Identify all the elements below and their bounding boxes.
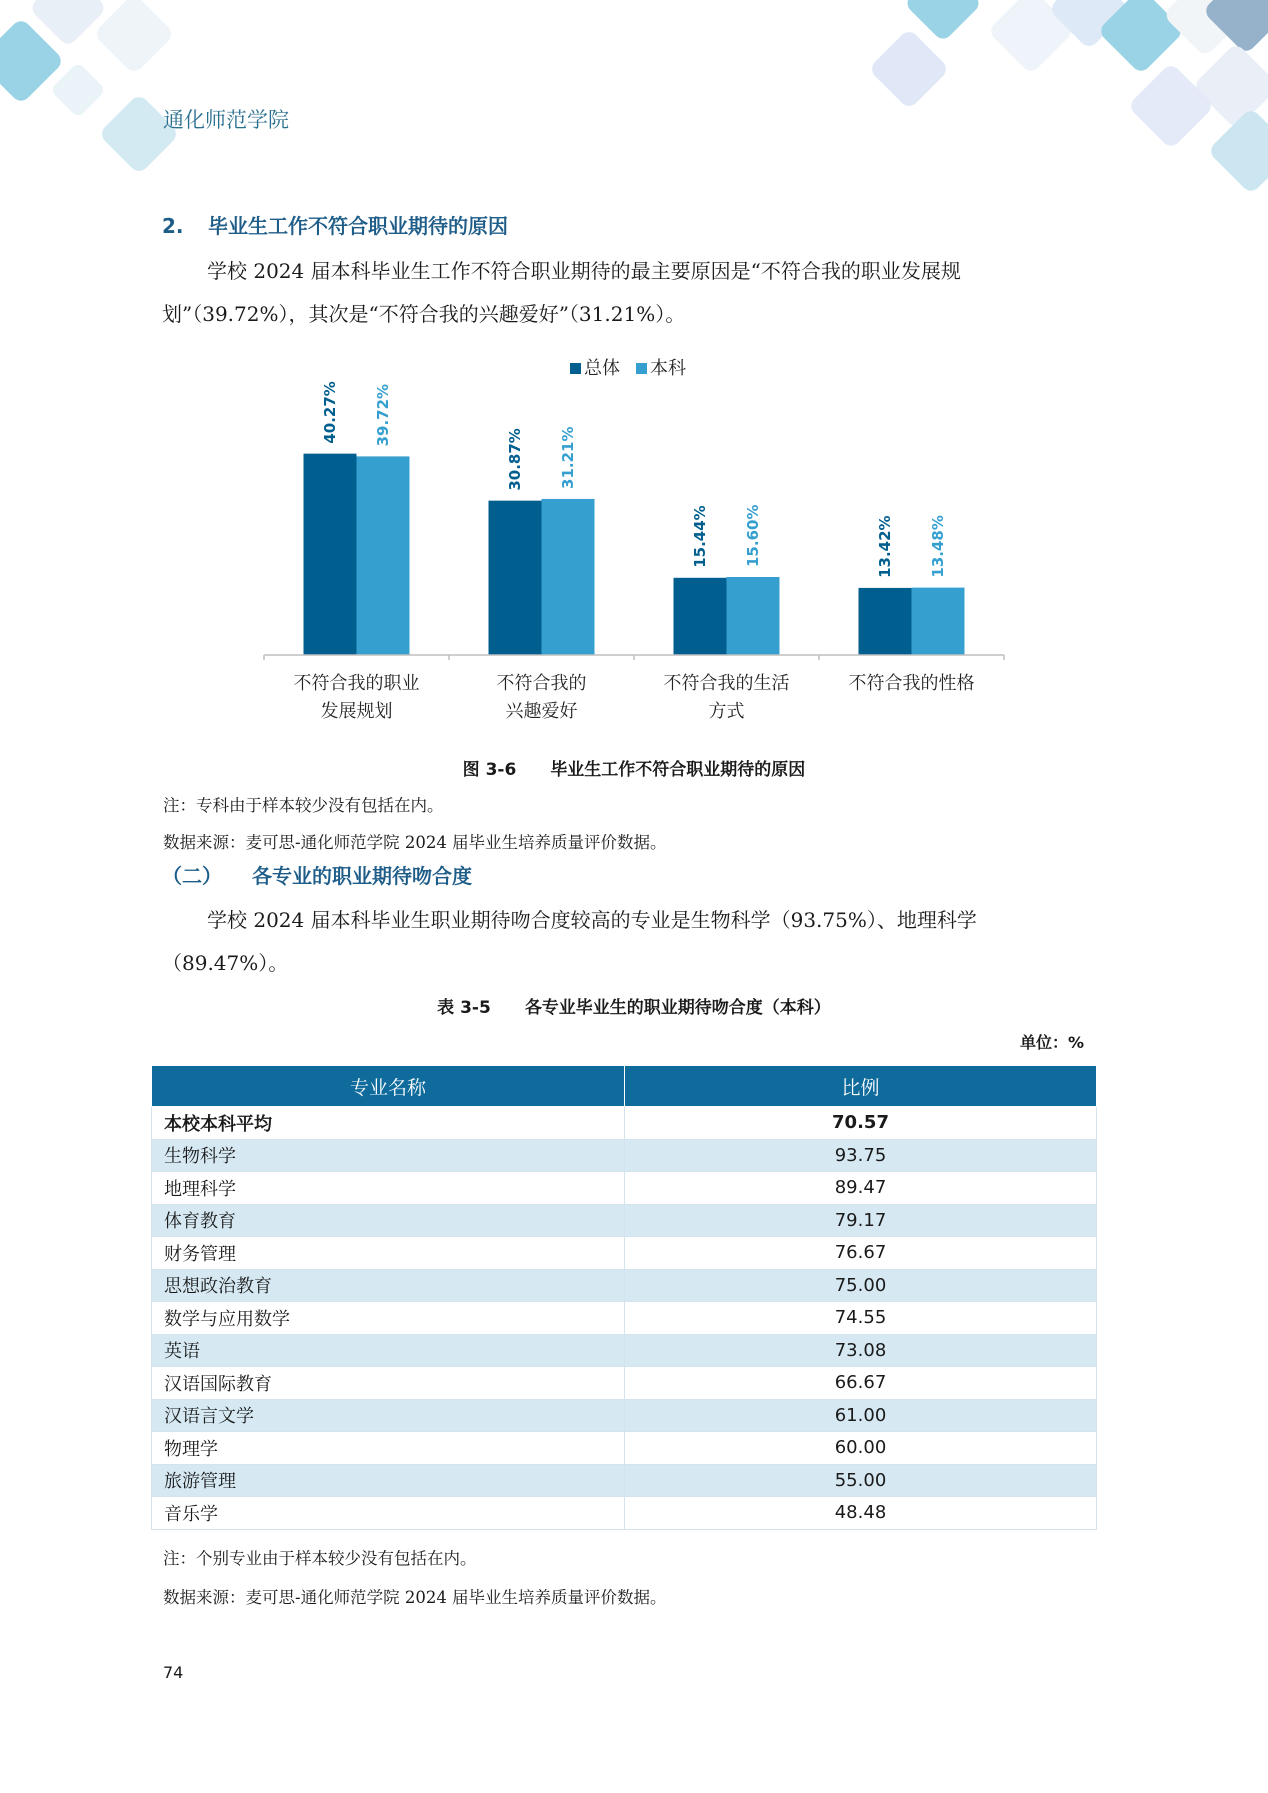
legend-swatch-undergrad <box>636 363 647 374</box>
bar-overall <box>304 454 357 655</box>
header-ratio: 比例 <box>625 1066 1097 1107</box>
major-name: 财务管理 <box>152 1237 625 1270</box>
legend-swatch-overall <box>570 363 581 374</box>
data-label-overall: 30.87% <box>506 428 524 491</box>
bar-overall <box>859 588 912 655</box>
category-label: 不符合我的职业 <box>293 673 420 694</box>
data-label-undergrad: 15.60% <box>744 504 762 567</box>
major-name: 汉语言文学 <box>152 1399 625 1432</box>
section-title: 毕业生工作不符合职业期待的原因 <box>208 214 508 238</box>
major-name: 数学与应用数学 <box>152 1302 625 1335</box>
table-row <box>152 1204 1097 1237</box>
bar-undergrad <box>727 577 780 655</box>
school-name: 通化师范学院 <box>163 108 289 132</box>
major-name: 体育教育 <box>152 1204 625 1237</box>
major-name: 生物科学 <box>152 1139 625 1172</box>
data-label-overall: 13.42% <box>876 515 894 578</box>
major-ratio: 60.00 <box>625 1432 1097 1465</box>
subsection-paragraph: 学校 2024 届本科毕业生职业期待吻合度较高的专业是生物科学（93.75%）、地理科学（89.47%）。 <box>162 908 977 975</box>
major-name: 音乐学 <box>152 1497 625 1530</box>
table-caption <box>0 993 1268 1018</box>
table-row <box>152 1237 1097 1270</box>
major-name: 物理学 <box>152 1432 625 1465</box>
table-row <box>152 1367 1097 1400</box>
table-source: 数据来源：麦可思-通化师范学院 2024 届毕业生培养质量评价数据。 <box>163 1588 667 1607</box>
category-label: 不符合我的性格 <box>848 673 975 694</box>
table-unit: 单位：% <box>1019 1033 1084 1052</box>
major-ratio: 75.00 <box>625 1269 1097 1302</box>
subsection-heading <box>162 860 472 889</box>
major-table <box>151 1065 1097 1530</box>
table-title: 各专业毕业生的职业期待吻合度（本科） <box>524 998 831 1018</box>
table-row <box>152 1497 1097 1530</box>
data-label-undergrad: 31.21% <box>559 426 577 489</box>
major-ratio: 48.48 <box>625 1497 1097 1530</box>
major-ratio: 89.47 <box>625 1172 1097 1205</box>
table-row <box>152 1172 1097 1205</box>
table-row <box>152 1334 1097 1367</box>
category-label: 不符合我的 <box>496 673 587 694</box>
bar-overall <box>674 578 727 655</box>
table-row <box>152 1269 1097 1302</box>
figure-number: 图 3-6 <box>462 760 517 780</box>
major-ratio: 93.75 <box>625 1139 1097 1172</box>
table-note: 注：个别专业由于样本较少没有包括在内。 <box>163 1549 477 1568</box>
figure-note: 注：专科由于样本较少没有包括在内。 <box>163 796 444 815</box>
figure-caption <box>0 755 1268 780</box>
table-header-row <box>152 1066 1097 1107</box>
table-row <box>152 1464 1097 1497</box>
chart-legend <box>570 358 686 379</box>
table-body <box>152 1107 1097 1530</box>
subsection-title: 各专业的职业期待吻合度 <box>252 864 472 888</box>
table-number: 表 3-5 <box>437 998 491 1018</box>
major-name: 英语 <box>152 1334 625 1367</box>
major-name: 汉语国际教育 <box>152 1367 625 1400</box>
subsection-number: （二） <box>162 864 222 888</box>
major-ratio: 70.57 <box>625 1107 1097 1140</box>
major-ratio: 79.17 <box>625 1204 1097 1237</box>
major-ratio: 74.55 <box>625 1302 1097 1335</box>
data-label-overall: 15.44% <box>691 505 709 568</box>
major-name: 地理科学 <box>152 1172 625 1205</box>
major-ratio: 66.67 <box>625 1367 1097 1400</box>
table-row-average <box>152 1107 1097 1140</box>
data-label-undergrad: 13.48% <box>929 515 947 578</box>
table-row <box>152 1302 1097 1335</box>
data-label-undergrad: 39.72% <box>374 383 392 447</box>
bar-undergrad <box>357 456 410 655</box>
section-number: 2. <box>162 214 184 238</box>
major-name: 思想政治教育 <box>152 1269 625 1302</box>
legend-label-undergrad: 本科 <box>650 358 686 379</box>
figure-title: 毕业生工作不符合职业期待的原因 <box>550 760 806 780</box>
table-row <box>152 1432 1097 1465</box>
category-label: 兴趣爱好 <box>505 701 578 722</box>
bar-overall <box>489 501 542 655</box>
category-label: 方式 <box>708 701 745 722</box>
chart-bars <box>304 381 965 655</box>
bar-chart <box>200 348 1020 728</box>
major-ratio: 55.00 <box>625 1464 1097 1497</box>
bar-undergrad <box>912 588 965 655</box>
major-name: 旅游管理 <box>152 1464 625 1497</box>
table-row <box>152 1139 1097 1172</box>
section-paragraph: 学校 2024 届本科毕业生工作不符合职业期待的最主要原因是“不符合我的职业发展规划”（39.72%），其次是“不符合我的兴趣爱好”（31.21%）。 <box>162 259 961 326</box>
data-label-overall: 40.27% <box>321 381 339 444</box>
header-major: 专业名称 <box>152 1066 625 1107</box>
major-name: 本校本科平均 <box>152 1107 625 1140</box>
category-label: 不符合我的生活 <box>663 673 790 694</box>
major-ratio: 73.08 <box>625 1334 1097 1367</box>
table-row <box>152 1399 1097 1432</box>
chart-categories <box>294 673 975 722</box>
legend-label-overall: 总体 <box>584 358 620 379</box>
figure-source: 数据来源：麦可思-通化师范学院 2024 届毕业生培养质量评价数据。 <box>163 833 667 852</box>
major-ratio: 61.00 <box>625 1399 1097 1432</box>
major-ratio: 76.67 <box>625 1237 1097 1270</box>
section-heading <box>162 210 508 239</box>
category-label: 发展规划 <box>320 701 393 722</box>
bar-undergrad <box>542 499 595 655</box>
page-number: 74 <box>163 1663 184 1682</box>
